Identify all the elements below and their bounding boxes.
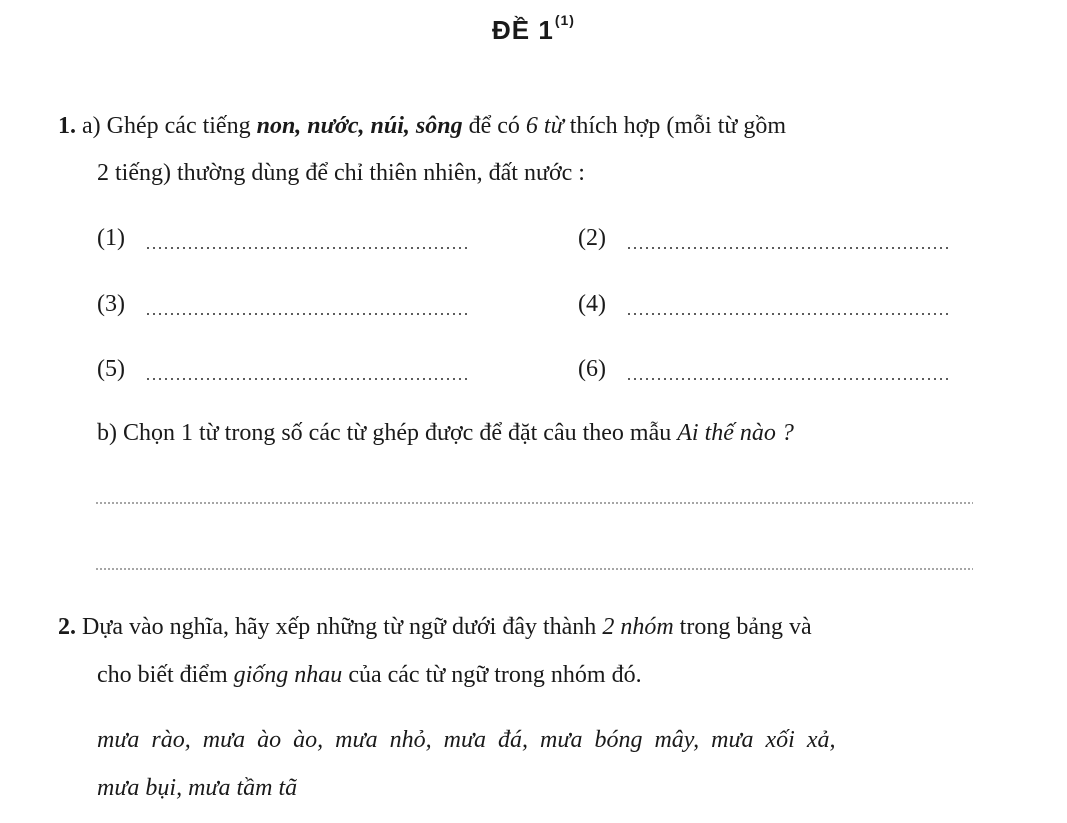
- slot-dotted-line: [145, 378, 467, 380]
- slot-dotted-line: [145, 247, 467, 249]
- answer-slot-1[interactable]: [97, 225, 125, 252]
- slot-label: (3): [97, 291, 125, 317]
- slot-label: (5): [97, 356, 125, 382]
- slot-dotted-line: [626, 313, 948, 315]
- q2-line2-end: của các từ ngữ trong nhóm đó.: [342, 662, 642, 688]
- q1-line1: [58, 113, 786, 140]
- q2-groups: 2 nhóm: [602, 614, 674, 640]
- q2-text-end: trong bảng và: [673, 614, 812, 640]
- answer-slot-3[interactable]: [97, 291, 125, 318]
- q1a-words: non, nước, núi, sông: [256, 113, 463, 139]
- title-text: ĐỀ 1: [492, 15, 554, 45]
- q2-same: giống nhau: [233, 662, 343, 688]
- q1a-label: a): [82, 113, 101, 139]
- slot-dotted-line: [145, 313, 467, 315]
- slot-dotted-line: [626, 378, 948, 380]
- q1a-text-end: thích hợp (mỗi từ gồm: [563, 113, 787, 139]
- q1a-text-mid: để có: [462, 113, 526, 139]
- answer-slot-2[interactable]: [578, 225, 606, 252]
- q1b-label: b): [97, 420, 117, 446]
- q2-line1: [58, 614, 812, 641]
- q2-text-start: Dựa vào nghĩa, hãy xếp những từ ngữ dưới đây thành: [82, 614, 603, 640]
- page-title: [0, 12, 1067, 46]
- q2-words-line1: mưa rào, mưa ào ào, mưa nhỏ, mưa đá, mưa bóng mây, mưa xối xả,: [97, 727, 836, 753]
- q1b-line: [97, 420, 794, 447]
- slot-dotted-line: [626, 247, 948, 249]
- slot-label: (1): [97, 225, 125, 251]
- answer-line-1[interactable]: [95, 502, 973, 504]
- q1b-text: Chọn 1 từ trong số các từ ghép được để đặt câu theo mẫu: [117, 420, 678, 446]
- slot-label: (2): [578, 225, 606, 251]
- q2-words-line2: mưa bụi, mưa tầm tã: [97, 775, 298, 801]
- q1-line2: 2 tiếng) thường dùng để chỉ thiên nhiên, đất nước :: [97, 160, 585, 186]
- q1a-text-start: Ghép các tiếng: [106, 113, 257, 139]
- answer-slot-5[interactable]: [97, 356, 125, 383]
- slot-label: (4): [578, 291, 606, 317]
- q2-number: 2.: [58, 614, 76, 640]
- answer-slot-4[interactable]: [578, 291, 606, 318]
- answer-line-2[interactable]: [95, 568, 973, 570]
- title-footnote: (1): [554, 12, 575, 28]
- slot-label: (6): [578, 356, 606, 382]
- answer-slot-6[interactable]: [578, 356, 606, 383]
- q1b-pattern: Ai thế nào ?: [677, 420, 794, 446]
- q2-line2-start: cho biết điểm: [97, 662, 234, 688]
- q1-number: 1.: [58, 113, 76, 139]
- q2-line2: [97, 662, 642, 689]
- q1a-count: 6 từ: [525, 113, 564, 139]
